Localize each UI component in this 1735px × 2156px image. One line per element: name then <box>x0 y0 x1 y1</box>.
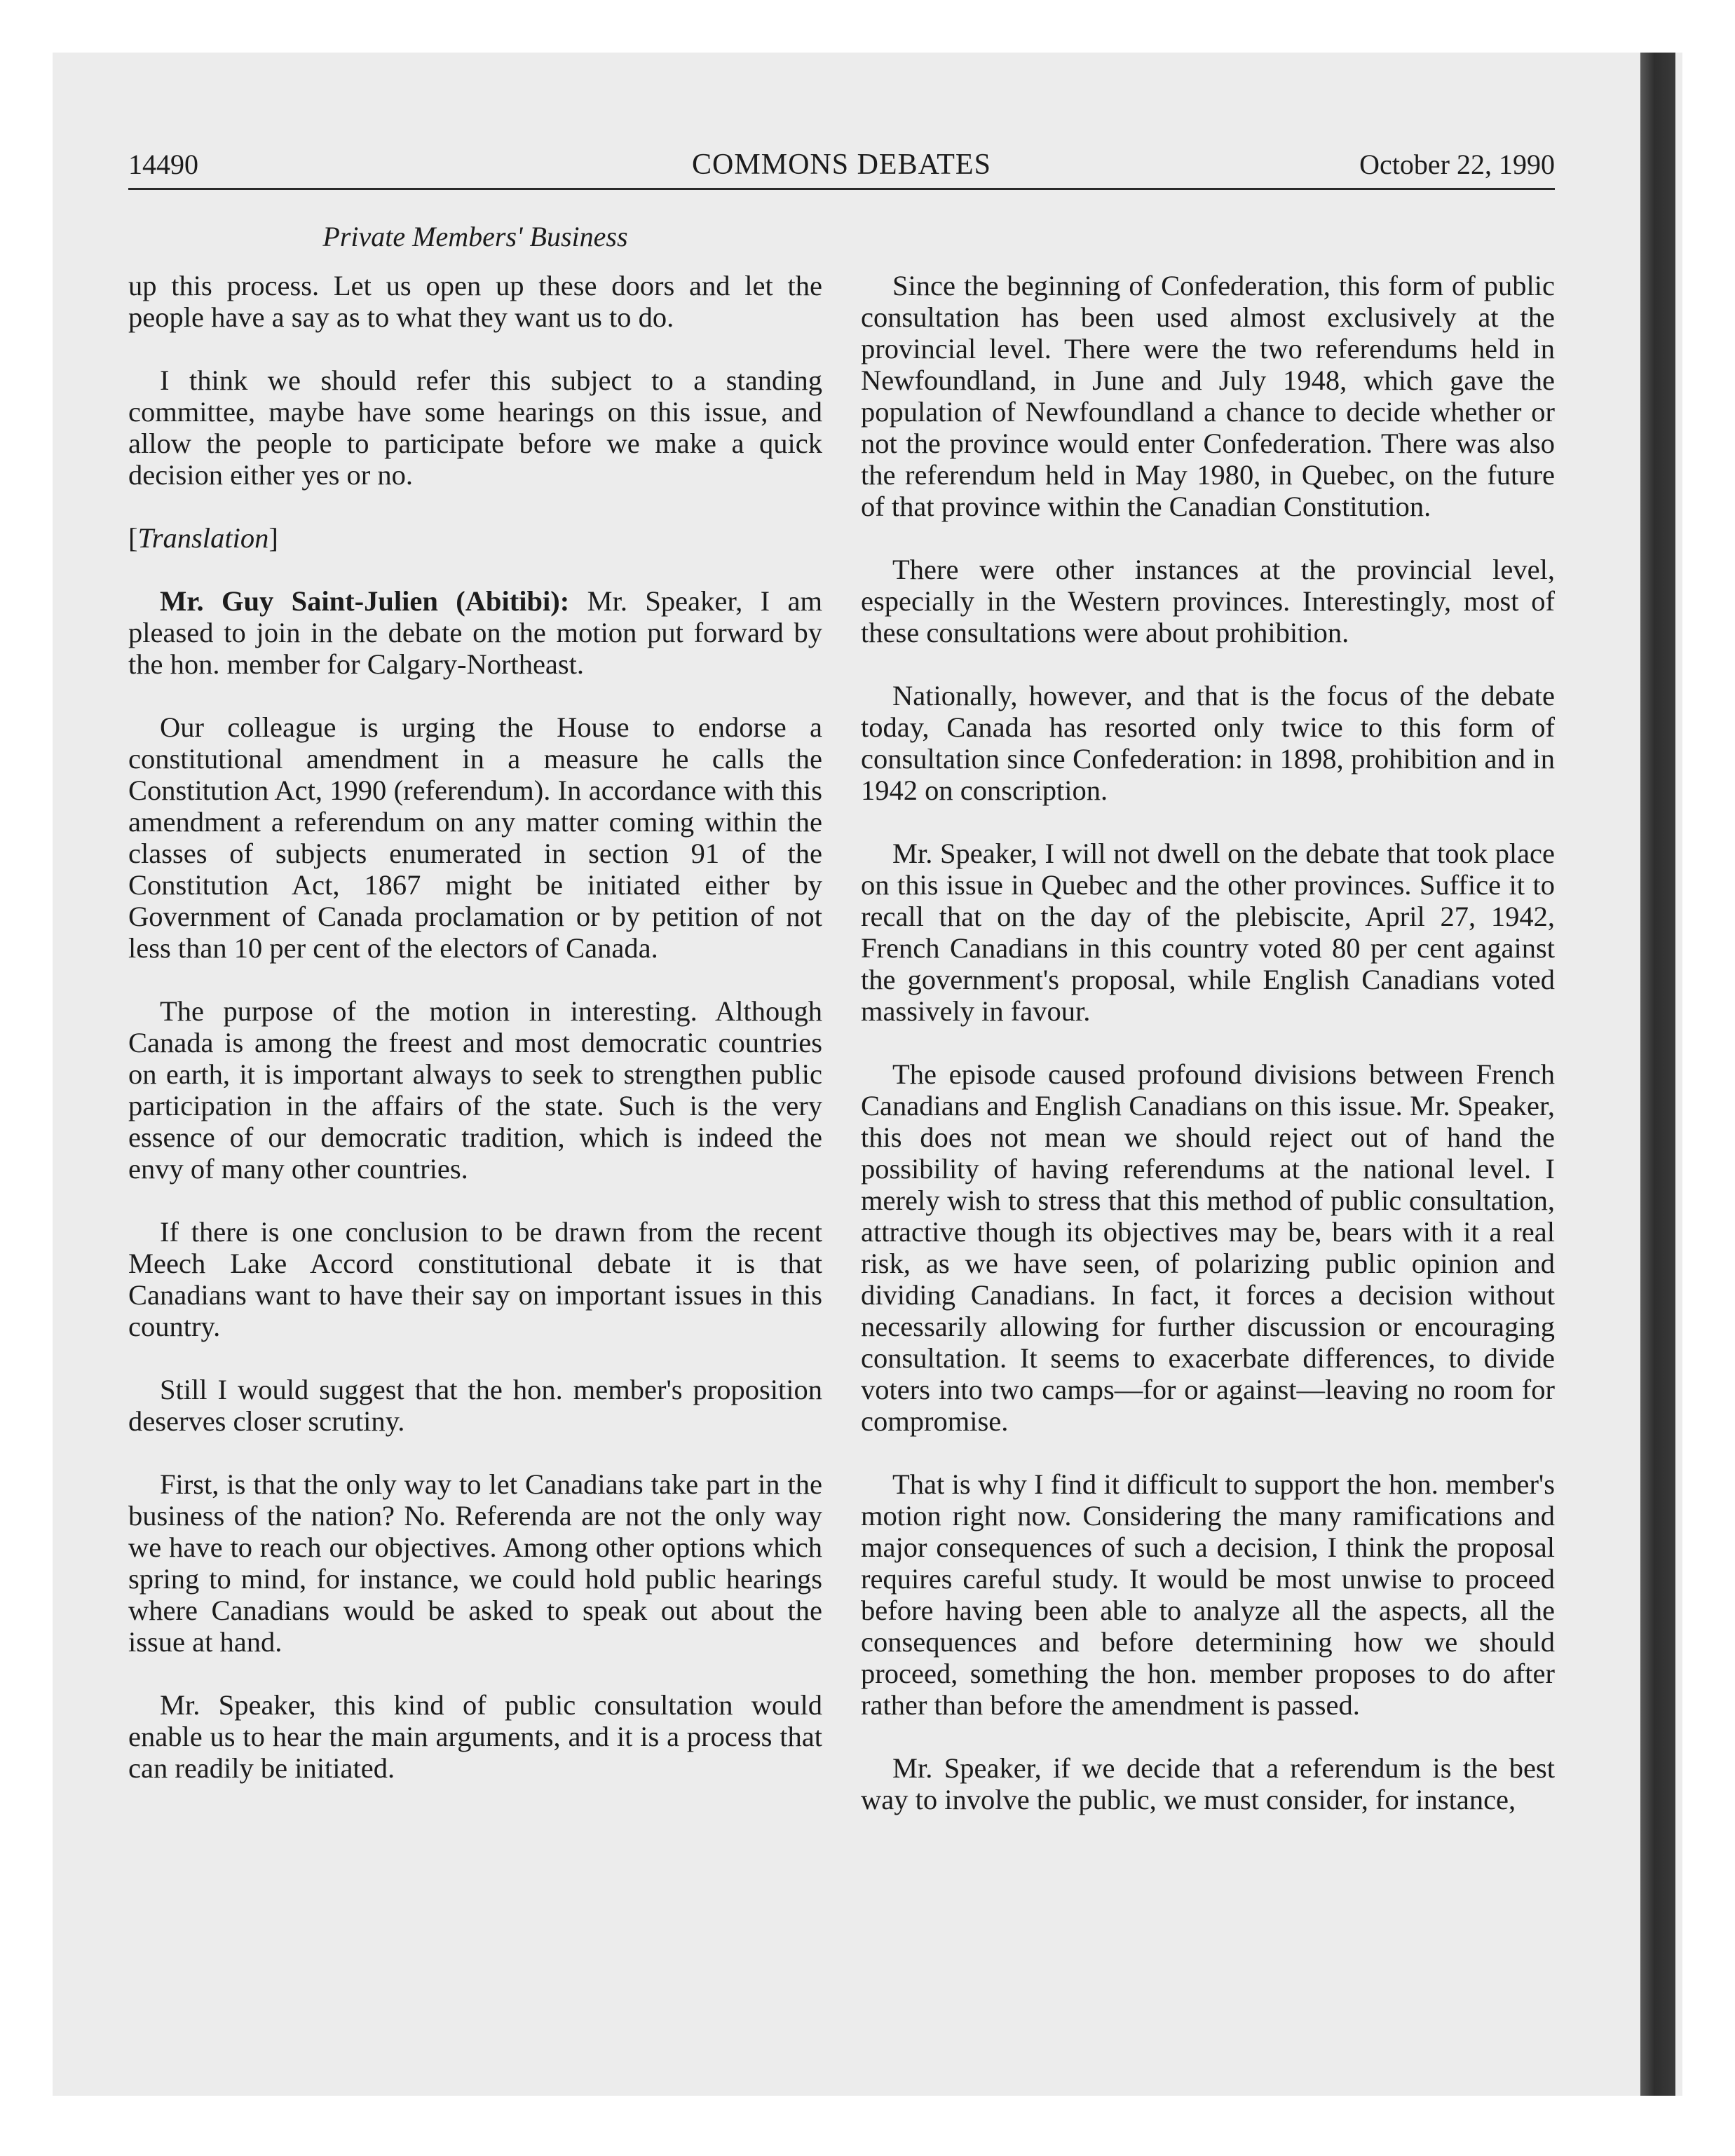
paragraph: Mr. Speaker, I will not dwell on the debate that took place on this issue in Quebec and the other provinces. Suffice it to recall that on the day of the plebiscite, April 27, 1942, French Canadians in this country voted 80 per cent against the government's proposal, while English Canadians voted massively in favour. <box>861 838 1555 1027</box>
right-column <box>861 270 1555 1847</box>
header-date: October 22, 1990 <box>1359 149 1555 180</box>
left-column <box>128 270 822 1815</box>
paragraph: The episode caused profound divisions between French Canadians and English Canadians on this issue. Mr. Speaker, this does not mean we should reject out of hand the possibility of having referendums at the national level. I merely wish to stress that this method of public consultation, attractive though its objectives may be, bears with it a real risk, as we have seen, of polarizing public opinion and dividing Canadians. In fact, it forces a decision without necessarily allowing for further discussion or encouraging consultation. It seems to exacerbate differences, to divide voters into two camps—for or against—leaving no room for compromise. <box>861 1058 1555 1437</box>
journal-title: COMMONS DEBATES <box>692 149 991 181</box>
header-rule <box>128 188 1555 190</box>
translation-word: Translation <box>137 522 269 554</box>
paragraph: I think we should refer this subject to a standing committee, maybe have some hearings on this issue, and allow the people to participate before we make a quick decision either yes or no. <box>128 364 822 491</box>
paragraph: Still I would suggest that the hon. member's proposition deserves closer scrutiny. <box>128 1374 822 1437</box>
scan-shadow-edge <box>1640 53 1675 2096</box>
translation-bracket-close: ] <box>268 522 278 554</box>
paragraph: Nationally, however, and that is the focus of the debate today, Canada has resorted only twice to this form of consultation since Confederation: in 1898, prohibition and in 1942 on conscription. <box>861 680 1555 806</box>
paragraph: First, is that the only way to let Canadians take part in the business of the nation? No. Referenda are not the only way we have to reach our objectives. Among other options which spring to mind, for instance, we could hold public hearings where Canadians would be asked to speak out about the issue at hand. <box>128 1468 822 1658</box>
paragraph: Since the beginning of Confederation, this form of public consultation has been used almost exclusively at the provincial level. There were the two referendums held in Newfoundland, in June and July 1948, which gave the population of Newfoundland a chance to decide whether or not the province would enter Confederation. There was also the referendum held in May 1980, in Quebec, on the future of that province within the Canadian Constitution. <box>861 270 1555 522</box>
paragraph: If there is one conclusion to be drawn from the recent Meech Lake Accord constitutional debate it is that Canadians want to have their say on important issues in this country. <box>128 1216 822 1342</box>
paragraph: Mr. Speaker, this kind of public consultation would enable us to hear the main arguments, and it is a process that can readily be initiated. <box>128 1689 822 1784</box>
speaker-text: Mr. Speaker, I am pleased to join in the debate on the motion put forward by the hon. member for Calgary-Northeast. <box>128 585 822 680</box>
paragraph: There were other instances at the provincial level, especially in the Western provinces. Interestingly, most of these consultations were about prohibition. <box>861 554 1555 648</box>
page-number: 14490 <box>128 149 198 180</box>
page-header <box>128 144 1555 186</box>
paragraph: The purpose of the motion in interesting. Although Canada is among the freest and most democratic countries on earth, it is important always to seek to strengthen public participation in the affairs of the state. Such is the very essence of our democratic tradition, which is indeed the envy of many other countries. <box>128 995 822 1185</box>
translation-note <box>128 522 822 554</box>
paragraph: Our colleague is urging the House to endorse a constitutional amendment in a measure he calls the Constitution Act, 1990 (referendum). In accordance with this amendment a referendum on any matter coming within the classes of subjects enumerated in section 91 of the Constitution Act, 1867 might be initiated either by Government of Canada proclamation or by petition of not less than 10 per cent of the electors of Canada. <box>128 711 822 964</box>
section-label: Private Members' Business <box>322 221 628 252</box>
paragraph: Mr. Speaker, if we decide that a referendum is the best way to involve the public, we must consider, for instance, <box>861 1752 1555 1815</box>
speaker-paragraph <box>128 585 822 680</box>
paragraph: up this process. Let us open up these doors and let the people have a say as to what they want us to do. <box>128 270 822 333</box>
paragraph: That is why I find it difficult to support the hon. member's motion right now. Considering the many ramifications and major consequences of such a decision, I think the proposal requires careful study. It would be most unwise to proceed before having been able to analyze all the aspects, all the consequences and before determining how we should proceed, something the hon. member proposes to do after rather than before the amendment is passed. <box>861 1468 1555 1721</box>
speaker-name: Mr. Guy Saint-Julien (Abitibi): <box>160 585 570 617</box>
translation-bracket-open: [ <box>128 522 138 554</box>
